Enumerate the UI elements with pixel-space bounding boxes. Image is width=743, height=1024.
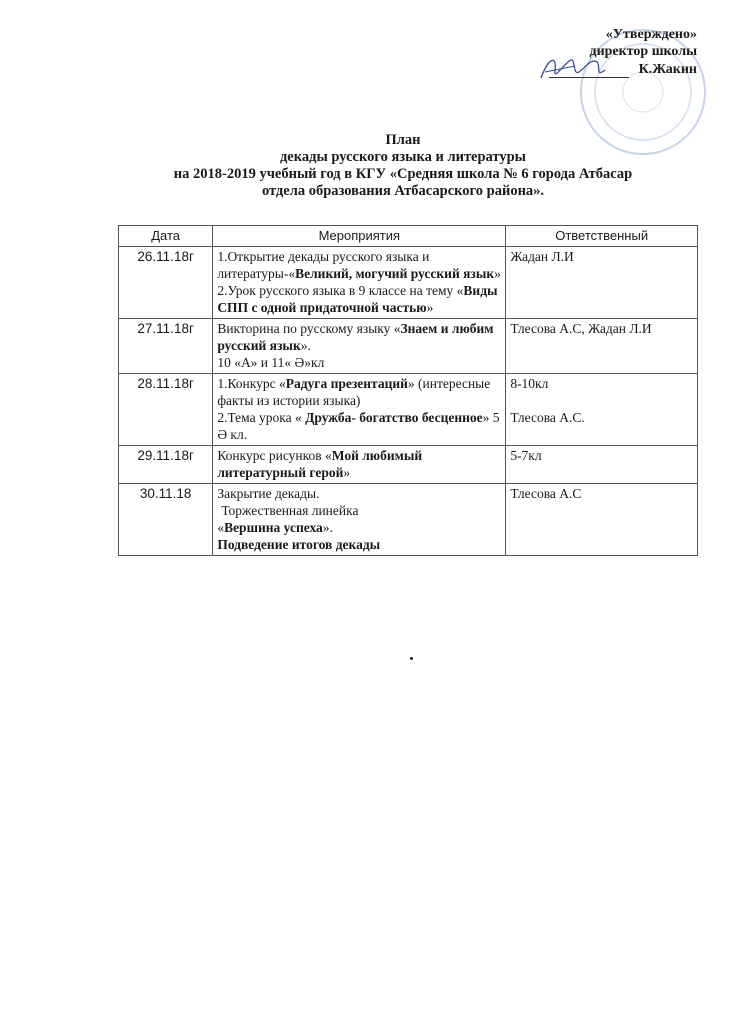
- row-responsible: 5-7кл: [506, 446, 698, 484]
- plan-table: [118, 225, 698, 556]
- approval-block: [549, 26, 697, 78]
- row-event: Закрытие декады. Торжественная линейка «Вершина успеха». Подведение итогов декады: [213, 484, 506, 556]
- row-event: 1.Открытие декады русского языка и литературы-«Великий, могучий русский язык» 2.Урок русского языка в 9 классе на тему «Виды СПП с одной придаточной частью»: [213, 247, 506, 319]
- row-date: 28.11.18г: [119, 374, 213, 446]
- signature-line: [549, 60, 697, 78]
- title-line-3: на 2018-2019 учебный год в КГУ «Средняя школа № 6 города Атбасар: [173, 166, 633, 182]
- signature: [549, 60, 629, 78]
- title-line-4: отдела образования Атбасарского района».: [261, 183, 545, 199]
- document-title: [60, 132, 743, 200]
- row-event: Конкурс рисунков «Мой любимый литературный герой»: [213, 446, 506, 484]
- table-row: [119, 446, 698, 484]
- stray-dot: [410, 657, 413, 660]
- table-row: [119, 374, 698, 446]
- table-row: [119, 484, 698, 556]
- header-responsible: Ответственный: [506, 226, 698, 247]
- row-event: 1.Конкурс «Радуга презентаций» (интересные факты из истории языка) 2.Тема урока « Дружба- богатство бесценное» 5 Ә кл.: [213, 374, 506, 446]
- table-row: [119, 247, 698, 319]
- row-responsible: Тлесова А.С: [506, 484, 698, 556]
- row-event: Викторина по русскому языку «Знаем и любим русский язык». 10 «А» и 11« Ә»кл: [213, 319, 506, 374]
- approval-position: директор школы: [589, 44, 697, 59]
- director-name: К.Жакин: [638, 62, 697, 77]
- title-line-1: План: [385, 132, 421, 148]
- row-date: 29.11.18г: [119, 446, 213, 484]
- row-date: 30.11.18: [119, 484, 213, 556]
- row-responsible: Жадан Л.И: [506, 247, 698, 319]
- table-header-row: [119, 226, 698, 247]
- header-date: Дата: [119, 226, 213, 247]
- row-responsible: 8-10кл Тлесова А.С.: [506, 374, 698, 446]
- row-date: 27.11.18г: [119, 319, 213, 374]
- title-line-2: декады русского языка и литературы: [279, 149, 527, 165]
- table-row: [119, 319, 698, 374]
- row-responsible: Тлесова А.С, Жадан Л.И: [506, 319, 698, 374]
- header-event: Мероприятия: [213, 226, 506, 247]
- approval-label: «Утверждено»: [605, 27, 697, 42]
- row-date: 26.11.18г: [119, 247, 213, 319]
